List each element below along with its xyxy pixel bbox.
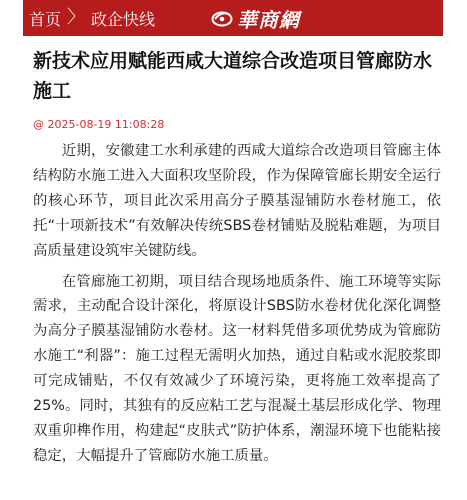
breadcrumb-section[interactable]: 政企快线 [91,9,156,29]
breadcrumb-home-link[interactable]: 首页 [29,9,62,29]
top-nav-bar [23,0,443,36]
breadcrumb-separator: 〉 [67,7,86,28]
brand-logo[interactable] [211,6,300,30]
article-title: 新技术应用赋能西咸大道综合改造项目管廊防水施工 [33,50,433,102]
huashang-wing-logo-icon [211,7,233,29]
article-paragraph: 在管廊施工初期，项目结合现场地质条件、施工环境等实际需求，主动配合设计深化，将原设计SBS防水卷材优化深化调整为高分子膜基湿铺防水卷材。这一材料凭借多项优势成为管廊防水施工“利器”：施工过程无需明火加热，通过自粘或水泥胶浆即可完成铺贴，不仅有效减少了环境污染，更将施工效率提高了25%。同时，其独有的反应粘工艺与混凝土基层形成化学、物理双重卯榫作用，构建起“皮肤式”防护体系，潮湿环境下也能粘接稳定，大幅提升了管廊防水施工质量。 [33,273,441,464]
article-paragraph: 近期，安徽建工水利承建的西咸大道综合改造项目管廊主体结构防水施工进入大面积攻坚阶段，作为保障管廊长期安全运行的核心环节，项目此次采用高分子膜基湿铺防水卷材施工，依托“十项新技术”有效解决传统SBS卷材铺贴及脱粘难题，为项目高质量建设筑牢关键防线。 [33,143,441,259]
article-timestamp: @ 2025-08-19 11:08:28 [33,118,165,131]
article-body [33,139,441,475]
brand-name: 華商網 [237,7,300,32]
